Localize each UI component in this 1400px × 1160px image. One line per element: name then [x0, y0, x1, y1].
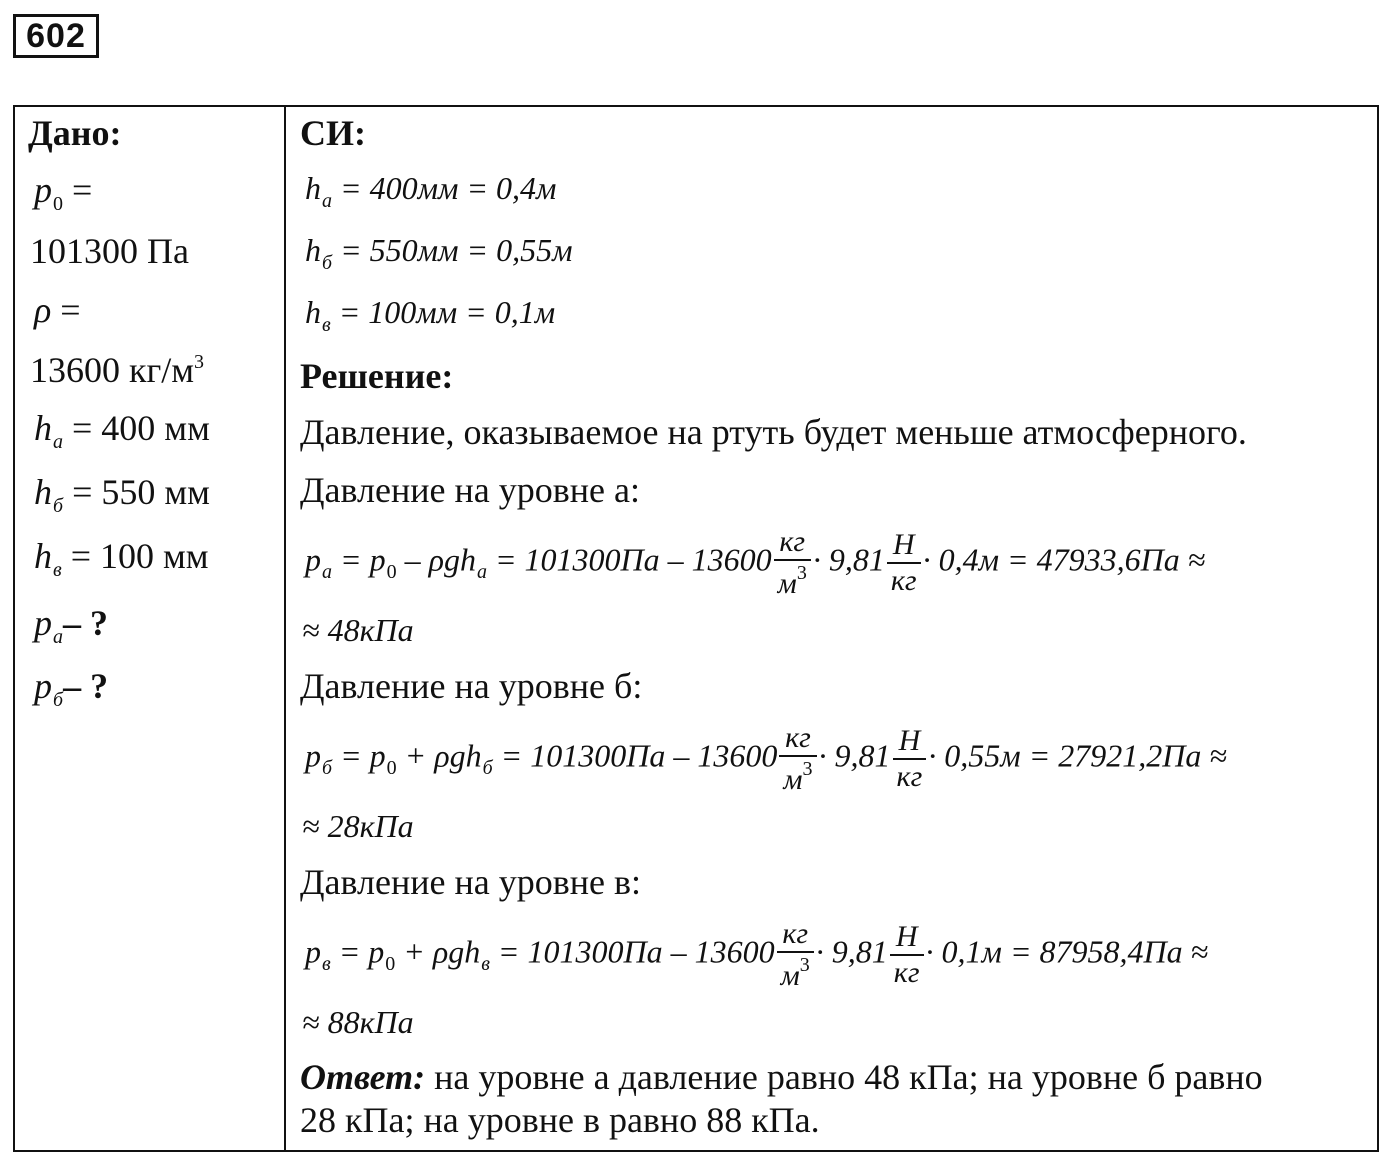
problem-number: 602: [13, 14, 99, 58]
si-heading: СИ:: [300, 113, 366, 153]
given-heading: Дано:: [28, 113, 122, 153]
answer-line-2: 28 кПа; на уровне в равно 88 кПа.: [300, 1100, 820, 1140]
solution-table: [13, 105, 1379, 1152]
equation-a: $p_а = p_0 - \rho gh_а = 101300Па - 13600$ $\frac{кг}{м^3}$ · 9,81 $\frac{Н}{кг}$ · 0,4м = 47933,6Па ≈: [305, 525, 1206, 600]
si-ha: $h_а = 400мм = 0,4м$: [305, 170, 557, 212]
equation-b: $p_б = p_0 + \rho gh_б = 101300Па - 13600$ $\frac{кг}{м^3}$ · 9,81 $\frac{Н}{кг}$ · 0,55м = 27921,2Па ≈: [305, 721, 1227, 796]
column-divider: [284, 105, 286, 1152]
answer-line-1: Ответ: на уровне а давление равно 48 кПа; на уровне б равно: [300, 1057, 1263, 1097]
solution-heading: Решение:: [300, 356, 454, 396]
given-rho: ρ =: [34, 290, 81, 330]
level-v-label: Давление на уровне в:: [300, 862, 641, 902]
result-b: ≈ 28кПа: [302, 808, 414, 844]
level-b-label: Давление на уровне б:: [300, 666, 643, 706]
given-hv: $h_в = 100$ мм: [34, 536, 209, 581]
given-rho-value: 13600 $кг/м^3$: [30, 350, 205, 390]
given-ha: $h_а = 400$ мм: [34, 408, 210, 453]
given-hb: $h_б = 550$ мм: [34, 472, 210, 517]
unknown-pb: $p_б-$ ?: [34, 666, 109, 711]
si-hb: $h_б = 550мм = 0,55м$: [305, 232, 573, 274]
unknown-pa: $p_а-$ ?: [34, 603, 108, 648]
given-p0: $p_0$ =: [34, 170, 93, 215]
si-hv: $h_в = 100мм = 0,1м$: [305, 294, 556, 336]
level-a-label: Давление на уровне а:: [300, 470, 640, 510]
result-a: ≈ 48кПа: [302, 612, 414, 648]
equation-v: $p_в = p_0 + \rho gh_в = 101300Па - 13600$ $\frac{кг}{м^3}$ · 9,81 $\frac{Н}{кг}$ · 0,1м = 87958,4Па ≈: [305, 917, 1209, 992]
result-v: ≈ 88кПа: [302, 1004, 414, 1040]
given-p0-value: 101300 Па: [30, 231, 189, 271]
solution-intro: Давление, оказываемое на ртуть будет меньше атмосферного.: [300, 412, 1247, 452]
